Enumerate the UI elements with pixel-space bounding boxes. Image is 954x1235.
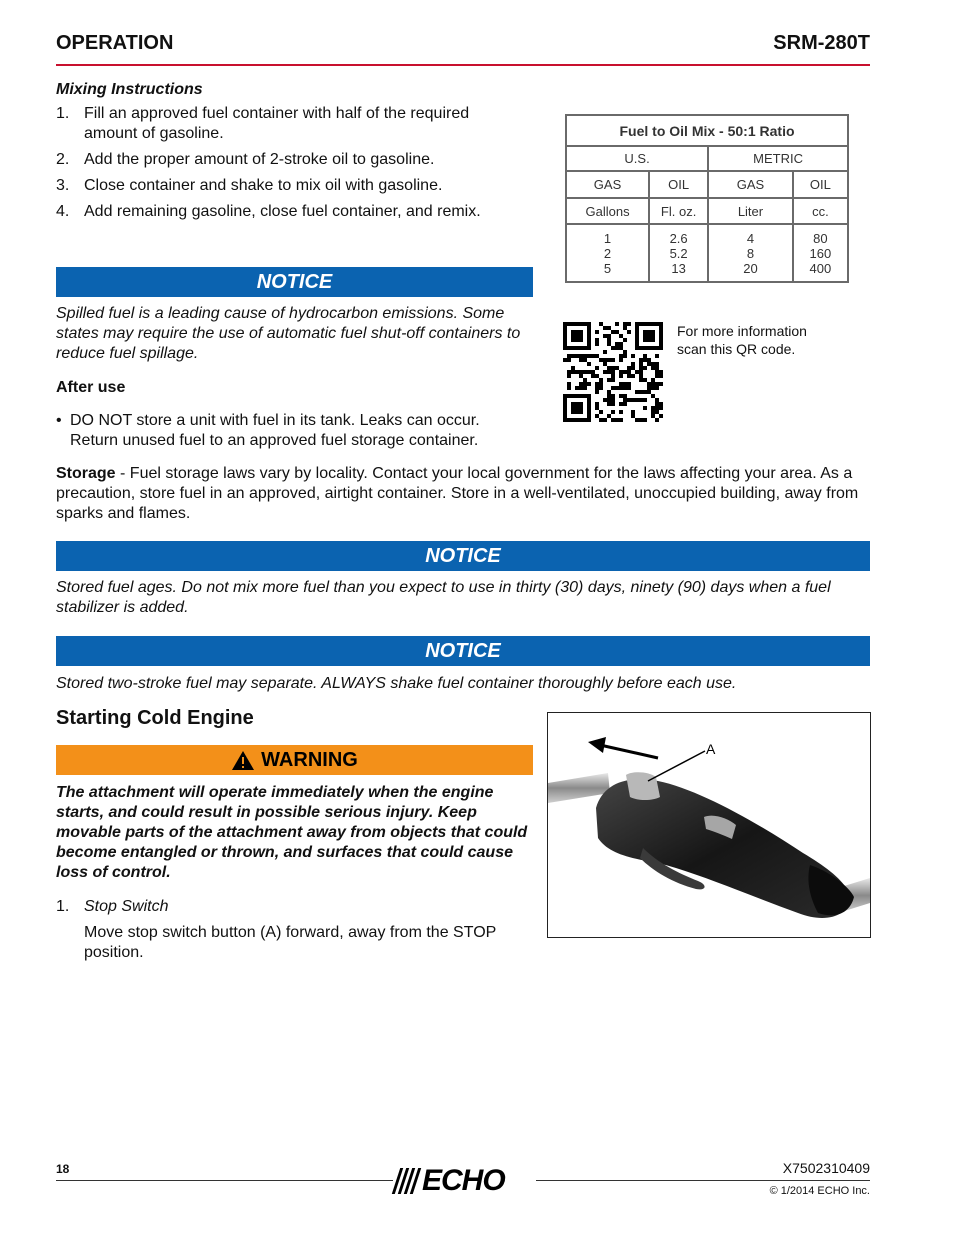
stop-switch-figure (547, 712, 871, 938)
step-number: 2. (56, 151, 70, 168)
storage-text: - Fuel storage laws vary by locality. Contact your local government for the laws affecting your area. As a precaution, store fuel in an approved, airtight container. Store in a well-ventilated, unoccupied building, away from sparks and flames. (56, 465, 859, 522)
table-cell: 4 8 20 (708, 224, 793, 282)
step-number: 3. (56, 177, 70, 194)
table-cell: 2.6 5.2 13 (649, 224, 708, 282)
after-use-title: After use (56, 379, 126, 396)
table-cell: 1 2 5 (566, 224, 649, 282)
storage-paragraph (56, 464, 872, 524)
table-cell: 80 160 400 (793, 224, 848, 282)
warning-label: WARNING (261, 748, 358, 771)
qr-code (563, 322, 663, 422)
table-column-header: OIL (649, 171, 708, 198)
mixing-steps (56, 104, 526, 228)
table-unit: Gallons (566, 198, 649, 224)
table-unit: Liter (708, 198, 793, 224)
fuel-mix-table (565, 114, 849, 283)
footer-rule-left (56, 1180, 393, 1181)
part-number: X7502310409 (782, 1160, 870, 1176)
logo-stripes (396, 1168, 417, 1194)
page-number: 18 (56, 1162, 70, 1176)
notice-text: Spilled fuel is a leading cause of hydrocarbon emissions. Some states may require the use of automatic fuel shut-off containers to reduce fuel spillage. (56, 305, 521, 362)
notice-banner: NOTICE (56, 541, 870, 571)
step-text: Add the proper amount of 2-stroke oil to gasoline. (84, 151, 435, 168)
step-text: Add remaining gasoline, close fuel container, and remix. (84, 203, 481, 220)
step-number: 1. (56, 105, 70, 122)
step-number: 4. (56, 203, 70, 220)
step-text: Close container and shake to mix oil with gasoline. (84, 177, 443, 194)
list-item (56, 150, 526, 170)
figure-callout-label: A (706, 741, 716, 757)
warning-banner (56, 745, 533, 775)
notice-banner: NOTICE (56, 267, 533, 297)
notice-banner: NOTICE (56, 636, 870, 666)
stop-switch-step (56, 897, 168, 917)
table-title: Fuel to Oil Mix - 50:1 Ratio (566, 115, 848, 146)
logo-text: ECHO (422, 1164, 505, 1197)
after-use-bullet (56, 411, 526, 451)
qr-caption: For more information scan this QR code. (677, 323, 807, 357)
section-title: OPERATION (56, 32, 174, 54)
cold-start-title: Starting Cold Engine (56, 707, 254, 729)
table-column-header: OIL (793, 171, 848, 198)
table-unit: Fl. oz. (649, 198, 708, 224)
footer-rule-right (536, 1180, 870, 1181)
step-number: 1. (56, 898, 70, 915)
stop-switch-text: Move stop switch button (A) forward, away from the STOP position. (84, 924, 497, 961)
list-item (56, 104, 526, 144)
list-item (56, 202, 526, 222)
copyright: © 1/2014 ECHO Inc. (769, 1185, 870, 1197)
table-unit: cc. (793, 198, 848, 224)
bullet-icon: • (56, 412, 62, 429)
list-item (56, 176, 526, 196)
echo-logo (396, 1164, 534, 1196)
bullet-text: DO NOT store a unit with fuel in its tank. Leaks can occur. Return unused fuel to an approved fuel storage container. (70, 412, 480, 449)
mixing-title: Mixing Instructions (56, 81, 203, 98)
header-rule (56, 64, 870, 66)
table-column-header: GAS (566, 171, 649, 198)
warning-text: The attachment will operate immediately when the engine starts, and could result in possible serious injury. Keep movable parts of the attachment away from objects that could become entangled or thrown, and surfaces that could cause loss of control. (56, 784, 528, 881)
notice-text: Stored fuel ages. Do not mix more fuel than you expect to use in thirty (30) days, ninety (90) days when a fuel stabilizer is added. (56, 579, 831, 616)
step-title: Stop Switch (84, 898, 169, 915)
table-group-header: U.S. (566, 146, 708, 171)
step-text: Fill an approved fuel container with half of the required amount of gasoline. (84, 105, 470, 142)
table-column-header: GAS (708, 171, 793, 198)
model-number: SRM-280T (773, 32, 870, 54)
warning-triangle-icon (231, 750, 255, 771)
notice-text: Stored two-stroke fuel may separate. ALWAYS shake fuel container thoroughly before each use. (56, 675, 737, 692)
table-group-header: METRIC (708, 146, 848, 171)
storage-lead: Storage (56, 465, 116, 482)
